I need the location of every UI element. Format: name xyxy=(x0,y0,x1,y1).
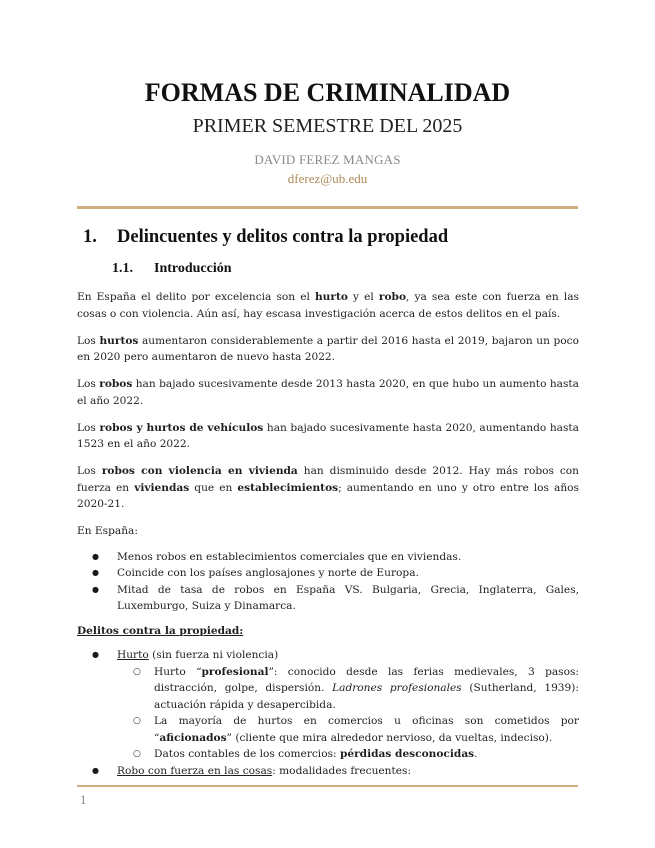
sublist-item xyxy=(117,746,579,763)
paragraph-1 xyxy=(77,289,579,322)
text-run: La mayoría de hurtos en comercios u oficinas son cometidos por “ xyxy=(154,715,579,744)
text-run: Los xyxy=(77,378,100,390)
text-run: . xyxy=(474,748,478,760)
document-body xyxy=(77,289,579,779)
hurto-label: Hurto xyxy=(117,649,149,661)
page-number: 1 xyxy=(80,792,87,807)
bold-term: establecimientos xyxy=(237,481,339,494)
text-run: , ya sea este con fuerza en las cosas o con violencia. Aún así, hay escasa investigación acerca de estos delitos en el país. xyxy=(77,291,579,320)
document-title: FORMAS DE CRIMINALIDAD xyxy=(144,78,511,107)
text-run: Los xyxy=(77,465,102,477)
author-name: DAVID FEREZ MANGAS xyxy=(254,152,401,167)
property-crimes-heading: Delitos contra la propiedad: xyxy=(77,624,244,637)
subsection-heading xyxy=(112,261,232,277)
document-subtitle: PRIMER SEMESTRE DEL 2025 xyxy=(192,115,463,137)
spain-bullet-list xyxy=(77,549,579,615)
text-run: ”: conocido desde las ferias medievales, 3 pasos: distracción, golpe, dispersión. xyxy=(154,665,579,694)
list-item: ● Coincide con los países anglosajones y norte de Europa. xyxy=(77,565,579,582)
paragraph-3 xyxy=(77,376,579,409)
subsection-title: Introducción xyxy=(154,261,232,276)
text-run: han bajado sucesivamente desde 2013 hasta 2020, en que hubo un aumento hasta el año 2022. xyxy=(77,378,579,407)
bold-term: robo xyxy=(378,291,407,303)
section-title: Delincuentes y delitos contra la propiedad xyxy=(117,227,449,247)
header-divider xyxy=(77,206,578,209)
text-run: y el xyxy=(347,291,379,303)
bold-term: viviendas xyxy=(134,481,190,494)
bold-term: pérdidas desconocidas xyxy=(339,748,475,760)
bold-term: hurto xyxy=(314,291,348,303)
list-item-hurto xyxy=(77,647,579,763)
property-crimes-list xyxy=(77,647,579,779)
paragraph-spain-intro: En España: xyxy=(77,525,138,537)
text-run: Datos contables de los comercios: xyxy=(154,748,340,760)
text-run: han bajado sucesivamente hasta 2020, aumentando hasta 1523 en el año 2022. xyxy=(77,421,579,450)
bold-term: robos y hurtos de vehículos xyxy=(99,421,264,434)
paragraph-5 xyxy=(77,463,579,513)
text-run: : modalidades frecuentes: xyxy=(272,764,412,777)
hurto-sublist xyxy=(117,664,579,763)
text-run: ; aumentando en uno y otro entre los años 2020-21. xyxy=(77,481,579,510)
text-run: (Sutherland, 1939): actuación rápida y desapercibida. xyxy=(154,682,579,711)
list-item: ● Menos robos en establecimientos comerciales que en viviendas. xyxy=(77,549,579,566)
text-run: Los xyxy=(77,421,100,434)
robo-fuerza-label: Robo con fuerza en las cosas xyxy=(117,764,273,777)
bold-term: hurtos xyxy=(99,334,139,347)
bold-term: robos xyxy=(99,378,133,390)
text-run: Hurto “ xyxy=(154,665,202,678)
paragraph-2 xyxy=(77,333,579,366)
sublist-item xyxy=(117,713,579,746)
author-email: dferez@ub.edu xyxy=(287,171,368,186)
section-number: 1. xyxy=(83,227,97,247)
paragraph-4 xyxy=(77,420,579,453)
text-run: que en xyxy=(189,481,238,494)
bold-term: robos con violencia en vivienda xyxy=(101,465,298,477)
text-run: aumentaron considerablemente a partir del 2016 hasta el 2019, bajaron un poco en 2020 pero aumentaron de nuevo hasta 2022. xyxy=(77,334,579,363)
text-run: han disminuido desde 2012. Hay más robos con fuerza en xyxy=(77,465,580,494)
list-item: ● Mitad de tasa de robos en España VS. Bulgaria, Grecia, Inglaterra, Gales, Luxemburgo, Suiza y Dinamarca. xyxy=(77,582,579,615)
text-run: En España el delito por excelencia son el xyxy=(77,291,315,303)
text-run: (sin fuerza ni violencia) xyxy=(148,649,279,661)
sublist-item xyxy=(117,664,579,714)
section-heading xyxy=(83,227,448,248)
list-item-robo-fuerza xyxy=(77,763,579,780)
bold-term: profesional xyxy=(201,665,269,678)
subsection-number: 1.1. xyxy=(112,261,133,276)
footer-divider xyxy=(77,785,578,787)
text-run: Los xyxy=(77,334,100,347)
text-run: ” (cliente que mira alrededor nervioso, da vueltas, indeciso). xyxy=(226,731,553,744)
italic-term: Ladrones profesionales xyxy=(332,682,462,694)
bold-term: aficionados xyxy=(159,731,227,744)
